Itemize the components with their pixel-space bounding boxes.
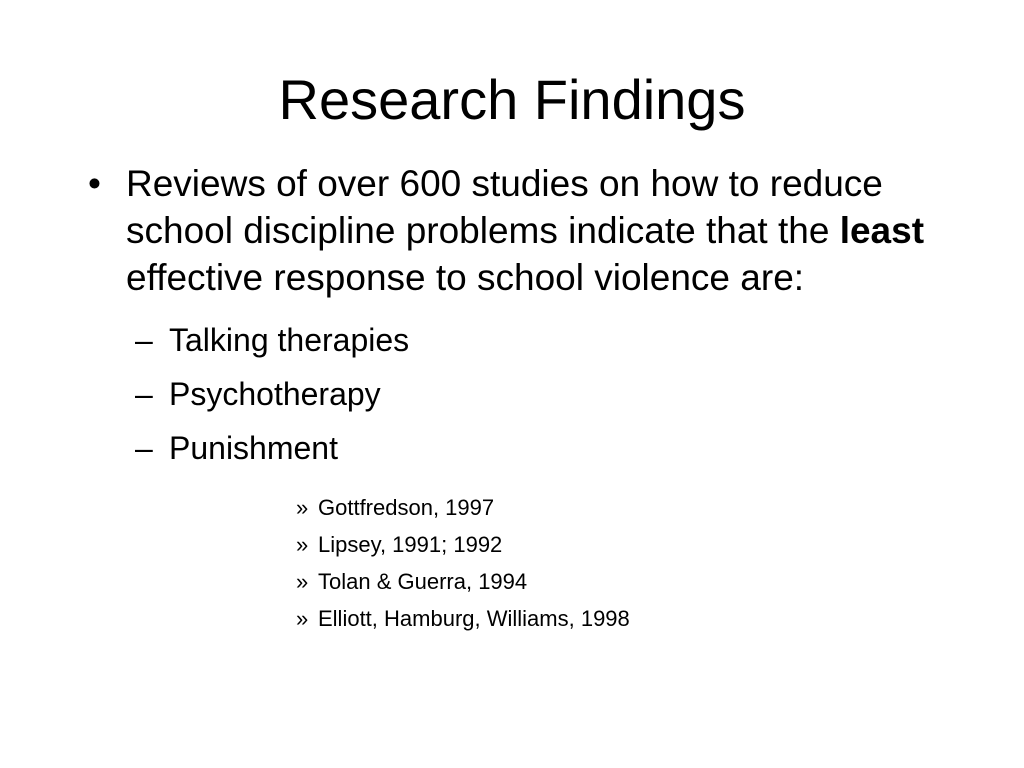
sub-bullet-item <box>135 313 968 367</box>
guillemet-marker: » <box>296 532 309 557</box>
sub-bullet-item <box>135 421 968 475</box>
main-bullet-emphasis: least <box>839 210 925 251</box>
slide-title: Research Findings <box>278 68 746 131</box>
sub-bullet-text: Punishment <box>169 430 338 466</box>
guillemet-marker: » <box>296 606 309 631</box>
reference-text: Tolan & Guerra, 1994 <box>318 569 528 594</box>
reference-text: Elliott, Hamburg, Williams, 1998 <box>318 606 630 631</box>
dash-marker: – <box>135 376 153 412</box>
guillemet-marker: » <box>296 495 309 520</box>
main-bullet-text-before: Reviews of over 600 studies on how to reduce school discipline problems indicate that the <box>126 163 883 251</box>
bullet-list <box>88 160 968 637</box>
dash-marker: – <box>135 322 153 358</box>
dash-marker: – <box>135 430 153 466</box>
reference-text: Lipsey, 1991; 1992 <box>318 532 503 557</box>
sub-bullet-text: Psychotherapy <box>169 376 381 412</box>
reference-text: Gottfredson, 1997 <box>318 495 495 520</box>
sub-bullet-text: Talking therapies <box>169 322 410 358</box>
sub-bullet-item <box>135 367 968 421</box>
reference-list <box>88 489 968 637</box>
guillemet-marker: » <box>296 569 309 594</box>
reference-item <box>296 563 968 600</box>
main-bullet-text-after: effective response to school violence are: <box>126 257 805 298</box>
reference-item <box>296 526 968 563</box>
sub-bullet-list <box>88 313 968 475</box>
reference-item <box>296 600 968 637</box>
main-bullet <box>88 160 968 301</box>
reference-item <box>296 489 968 526</box>
bullet-marker: • <box>88 163 101 204</box>
